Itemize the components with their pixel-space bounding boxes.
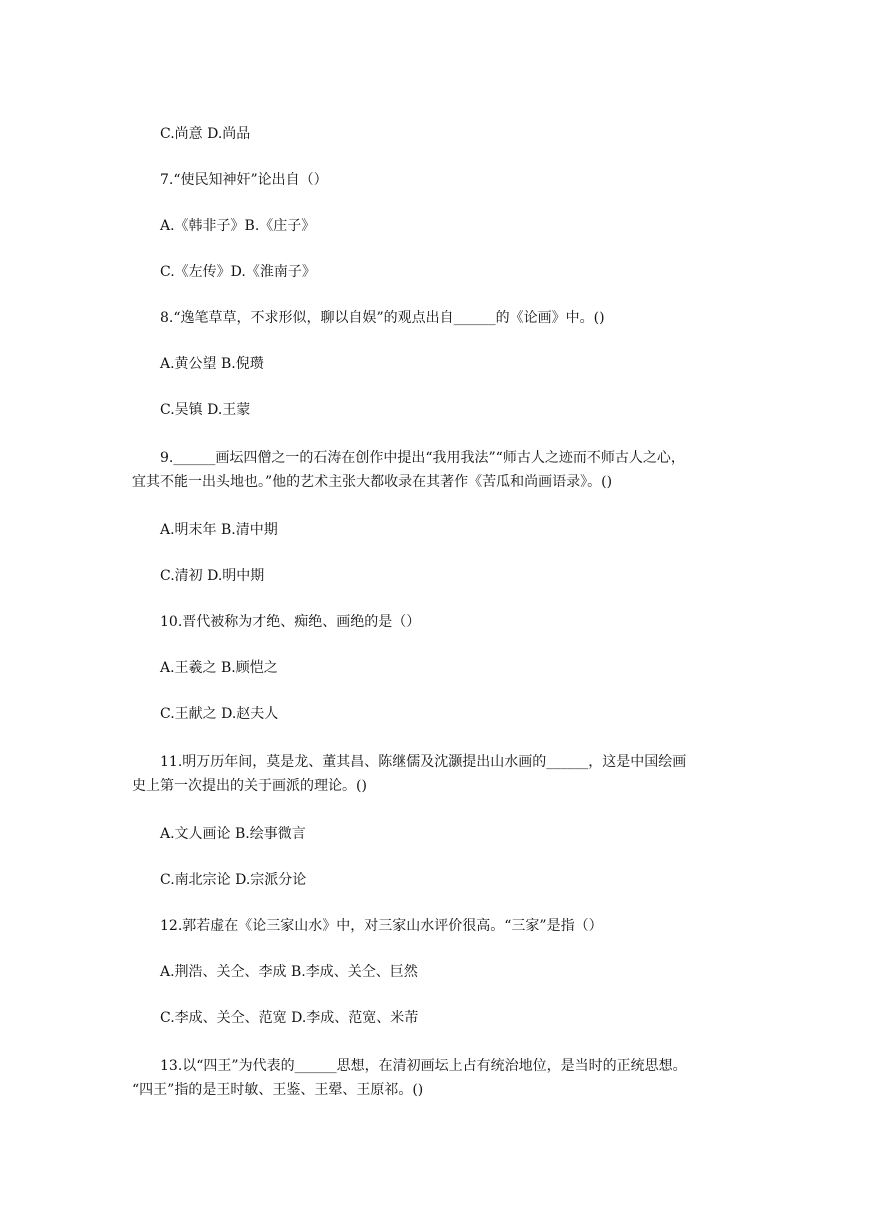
question-12: 12.郭若虚在《论三家山水》中，对三家山水评价很高。“三家”是指（） [160, 918, 603, 934]
question-11-line-2: 史上第一次提出的关于画派的理论。() [132, 778, 367, 794]
option-line: C.王献之 D.赵夫人 [160, 706, 279, 722]
option-line: A.《韩非子》B.《庄子》 [160, 218, 316, 234]
question-9 [132, 446, 742, 494]
option-line: A.明末年 B.清中期 [160, 522, 278, 538]
question-11 [132, 750, 742, 798]
option-line: A.黄公望 B.倪瓒 [160, 356, 264, 372]
question-9-line-1: 9.______画坛四僧之一的石涛在创作中提出“我用我法”“师古人之迹而不师古人之心， [160, 450, 685, 466]
question-13-line-1: 13.以“四王”为代表的______思想，在清初画坛上占有统治地位，是当时的正统思想。 [160, 1058, 687, 1074]
option-line: C.吴镇 D.王蒙 [160, 402, 251, 418]
option-line: A.王羲之 B.顾恺之 [160, 660, 278, 676]
option-line: C.尚意 D.尚品 [160, 126, 251, 142]
option-line: A.荆浩、关仝、李成 B.李成、关仝、巨然 [160, 964, 418, 980]
option-line: C.南北宗论 D.宗派分论 [160, 872, 307, 888]
question-10: 10.晋代被称为才绝、痴绝、画绝的是（） [160, 614, 421, 630]
question-7: 7.“使民知神奸”论出自（） [160, 172, 328, 188]
question-9-line-2: 宜其不能一出头地也。”他的艺术主张大都收录在其著作《苦瓜和尚画语录》。() [132, 474, 613, 490]
option-line: A.文人画论 B.绘事微言 [160, 826, 306, 842]
question-13-line-2: “四王”指的是王时敏、王鉴、王翚、王原祁。() [132, 1082, 424, 1098]
page-content [132, 124, 742, 1102]
option-line: C.《左传》D.《淮南子》 [160, 264, 316, 280]
question-11-line-1: 11.明万历年间，莫是龙、董其昌、陈继儒及沈灏提出山水画的______，这是中国绘画 [160, 754, 687, 770]
question-8: 8.“逸笔草草，不求形似，聊以自娱”的观点出自______的《论画》中。() [160, 310, 605, 326]
option-line: C.李成、关仝、范宽 D.李成、范宽、米芾 [160, 1010, 419, 1026]
question-13 [132, 1054, 742, 1102]
option-line: C.清初 D.明中期 [160, 568, 265, 584]
